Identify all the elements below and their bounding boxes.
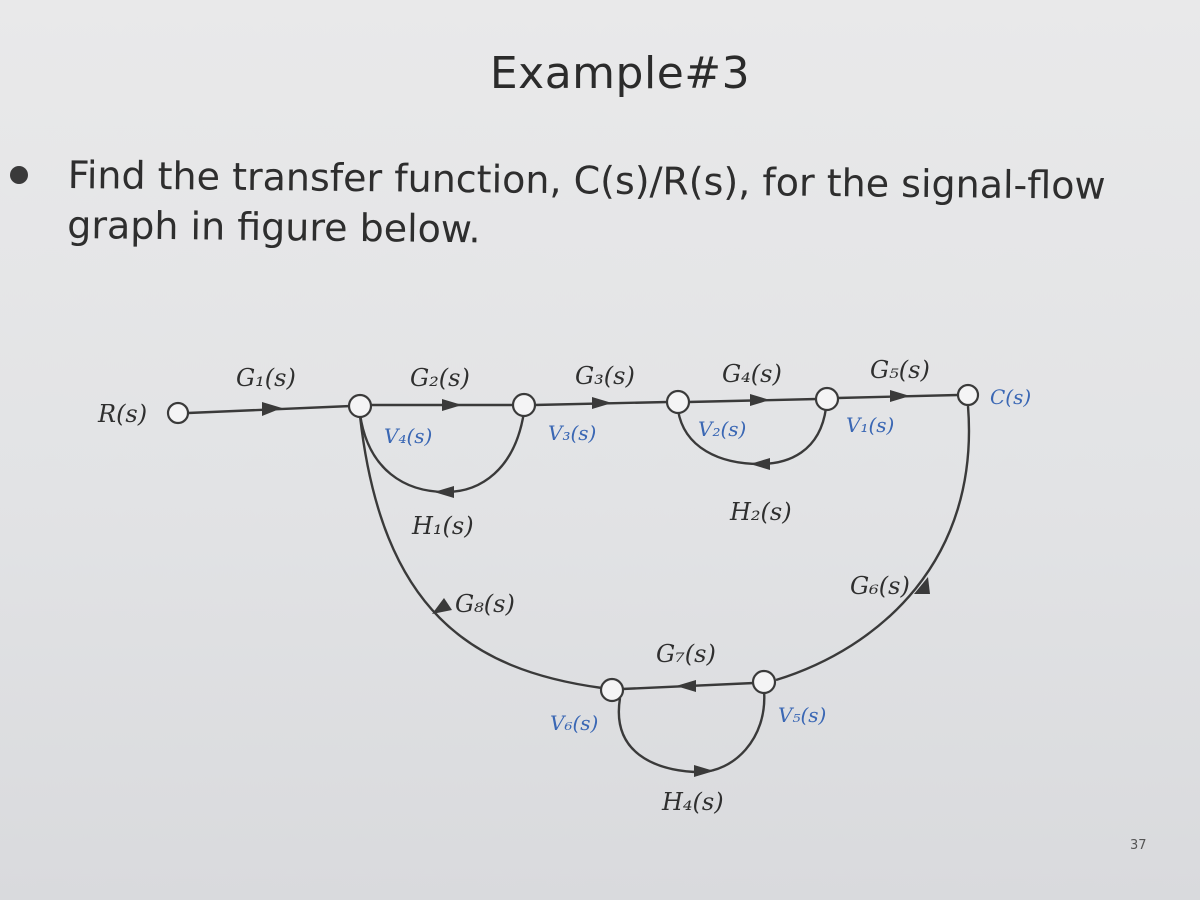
gain-label-g7: G₇(s) (656, 640, 716, 668)
gain-label-h4: H₄(s) (662, 788, 724, 816)
gain-label-g2: G₂(s) (410, 364, 470, 392)
arrow-g7 (676, 680, 696, 692)
arrow-g5 (890, 390, 910, 402)
node-label-v4: V₄(s) (384, 424, 433, 448)
input-label: R(s) (98, 400, 148, 428)
arrow-h4 (694, 765, 714, 777)
gain-label-g1: G₁(s) (236, 364, 296, 392)
gain-label-g8: G₈(s) (455, 590, 515, 618)
node-label-v6: V₆(s) (550, 711, 599, 735)
gain-label-h1: H₁(s) (412, 512, 474, 540)
arrow-h1 (434, 486, 454, 498)
branch-g8 (360, 416, 602, 688)
gain-label-h2: H₂(s) (730, 498, 792, 526)
node-label-v3: V₃(s) (548, 421, 597, 445)
arrow-h2 (750, 458, 770, 470)
gain-label-g4: G₄(s) (722, 360, 782, 388)
node-label-v1: V₁(s) (846, 413, 895, 437)
problem-statement: Find the transfer function, C(s)/R(s), for the signal-flow graph in figure below. (66, 152, 1106, 252)
node-v3 (513, 394, 535, 416)
output-label: C(s) (990, 385, 1032, 409)
branch-h4 (619, 690, 764, 772)
node-label-v5: V₅(s) (778, 703, 827, 727)
node-v1 (816, 388, 838, 410)
arrow-g8 (432, 598, 452, 614)
arrow-g4 (750, 394, 770, 406)
gain-label-g3: G₃(s) (575, 362, 635, 390)
node-input (168, 403, 188, 423)
gain-label-g5: G₅(s) (870, 356, 930, 384)
node-v2 (667, 391, 689, 413)
arrow-g1 (262, 402, 282, 416)
node-output (958, 385, 978, 405)
node-v5 (753, 671, 775, 693)
node-label-v2: V₂(s) (698, 417, 747, 441)
arrow-g2 (442, 399, 462, 411)
page-title: Example#3 (489, 48, 751, 99)
page-number: 37 (1130, 838, 1147, 853)
node-v6 (601, 679, 623, 701)
branch-g6 (776, 406, 969, 680)
node-v4 (349, 395, 371, 417)
arrow-g3 (592, 397, 612, 409)
gain-label-g6: G₆(s) (850, 572, 910, 600)
